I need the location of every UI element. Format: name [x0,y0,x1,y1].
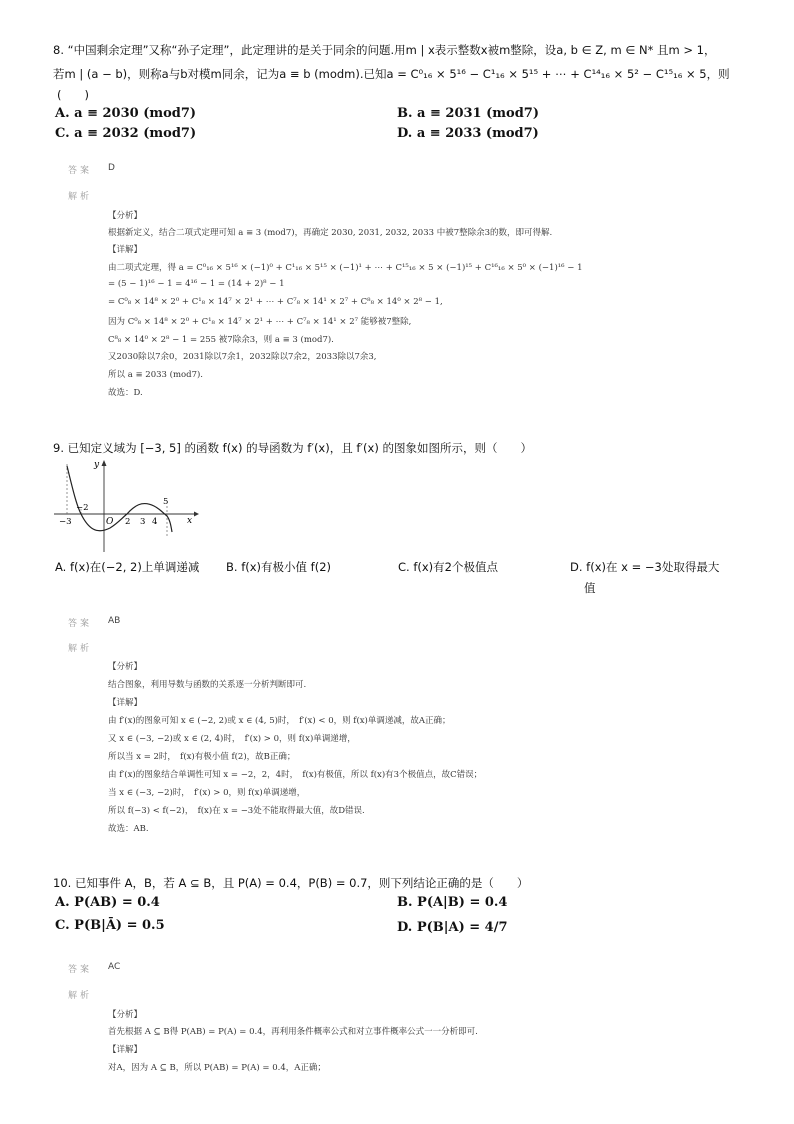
q9-analysis-line: 【详解】 [108,698,143,708]
q9-answer-label: 答案 [68,619,93,629]
graph-label-5: 5 [163,497,169,507]
q10-analysis-label: 解析 [68,991,93,1001]
q9-option-a: A. f(x)在(−2, 2)上单调递减 [55,560,200,574]
q9-analysis-label: 解析 [68,644,93,654]
q9-analysis-line: 又 x ∈ (−3, −2)或 x ∈ (2, 4)时， f′(x) > 0，则 f(x)单调递增， [108,734,356,744]
q8-answer: D [108,163,115,173]
graph-label-x: x [187,516,193,526]
q9-option-b: B. f(x)有极小值 f(2) [226,560,332,574]
graph-label-neg2: −2 [76,503,89,513]
q9-analysis-line: 所以当 x = 2时， f(x)有极小值 f(2)，故B正确； [108,752,296,762]
q8-stem-line1: 8. “中国剩余定理”又称“孙子定理”，此定理讲的是关于同余的问题.用m | x表示整数x被m整除，设a, b ∈ Z, m ∈ N* 且m > 1， [53,43,716,57]
q8-analysis-line: C⁸₈ × 14⁰ × 2⁸ − 1 = 255 被7除余3，则 a ≡ 3 (mod7). [108,335,334,345]
graph-label-y: y [94,460,100,470]
q8-analysis-line: 由二项式定理，得 a = C⁰₁₆ × 5¹⁶ × (−1)⁰ + C¹₁₆ × 5¹⁵ × (−1)¹ + ⋯ + C¹⁵₁₆ × 5 × (−1)¹⁵ + C¹⁶₁₆ × 5⁰ × (−1)¹⁶ − 1 [108,263,583,273]
q8-analysis-line: = C⁰₈ × 14⁸ × 2⁰ + C¹₈ × 14⁷ × 2¹ + ⋯ + C⁷₈ × 14¹ × 2⁷ + C⁸₈ × 14⁰ × 2⁸ − 1, [108,297,443,307]
derivative-graph [50,456,200,556]
q8-analysis-line: 【分析】 [108,211,143,221]
q8-analysis-line: 所以 a ≡ 2033 (mod7). [108,370,203,380]
q9-option-c: C. f(x)有2个极值点 [398,560,498,574]
q8-stem-line3: ( ) [57,88,89,102]
q9-analysis-line: 【分析】 [108,662,143,672]
q8-option-a: A. a ≡ 2030 (mod7) [55,106,197,121]
q10-answer: AC [108,962,121,972]
q8-analysis-line: 【详解】 [108,245,143,255]
graph-label-3: 3 [140,517,146,527]
q9-analysis-line: 故选：AB. [108,824,149,834]
q8-option-c: C. a ≡ 2032 (mod7) [55,126,197,141]
q8-option-d: D. a ≡ 2033 (mod7) [397,126,539,141]
q10-analysis-line: 【详解】 [108,1045,143,1055]
q10-stem: 10. 已知事件 A，B，若 A ⊆ B，且 P(A) = 0.4，P(B) = 0.7，则下列结论正确的是（ ） [53,876,529,890]
q10-option-a: A. P(AB) = 0.4 [55,895,160,910]
q8-analysis-line: = (5 − 1)¹⁶ − 1 = 4¹⁶ − 1 = (14 + 2)⁸ − 1 [108,279,285,289]
q10-option-b: B. P(A|B) = 0.4 [397,895,508,910]
q10-analysis-line: 【分析】 [108,1010,143,1020]
q8-analysis-line: 又2030除以7余0，2031除以7余1，2032除以7余2，2033除以7余3, [108,352,377,362]
q8-option-b: B. a ≡ 2031 (mod7) [397,106,539,121]
q10-answer-label: 答案 [68,965,93,975]
graph-label-neg3: −3 [59,517,72,527]
q9-analysis-line: 当 x ∈ (−3, −2)时， f′(x) > 0，则 f(x)单调递增， [108,788,306,798]
q9-analysis-line: 所以 f(−3) < f(−2)， f(x)在 x = −3处不能取得最大值，故D错误. [108,806,365,816]
q8-analysis-line: 因为 C⁰₈ × 14⁸ × 2⁰ + C¹₈ × 14⁷ × 2¹ + ⋯ + C⁷₈ × 14¹ × 2⁷ 能够被7整除, [108,317,412,327]
q10-analysis-line: 对A，因为 A ⊆ B，所以 P(AB) = P(A) = 0.4，A正确； [108,1063,326,1073]
q10-option-d: D. P(B|A) = 4/7 [397,920,508,935]
q9-option-d-wrap: 值 [584,581,596,595]
q9-analysis-line: 结合图象，利用导数与函数的关系逐一分析判断即可. [108,680,307,690]
graph-label-origin: O [106,517,114,527]
q9-option-d: D. f(x)在 x = −3处取得最大 [570,560,720,574]
q9-stem: 9. 已知定义域为 [−3, 5] 的函数 f(x) 的导函数为 f′(x)，且 f′(x) 的图象如图所示，则（ ） [53,441,532,455]
q9-analysis-line: 由 f′(x)的图象结合单调性可知 x = −2，2，4时， f(x)有极值，所以 f(x)有3个极值点，故C错误； [108,770,483,780]
q9-analysis-line: 由 f′(x)的图象可知 x ∈ (−2, 2)或 x ∈ (4, 5)时， f′(x) < 0，则 f(x)单调递减，故A正确； [108,716,451,726]
q10-analysis-line: 首先根据 A ⊆ B得 P(AB) = P(A) = 0.4，再利用条件概率公式和对立事件概率公式一一分析即可. [108,1027,478,1037]
q8-stem-line2: 若m | (a − b)，则称a与b对模m同余，记为a ≡ b (modm).已知a = C⁰₁₆ × 5¹⁶ − C¹₁₆ × 5¹⁵ + ⋯ + C¹⁴₁₆ × 5² − C¹⁵₁₆ × 5，则 [53,67,730,81]
q8-answer-label: 答案 [68,166,93,176]
q10-option-c: C. P(B|Ā) = 0.5 [55,918,165,933]
q8-analysis-line: 故选：D. [108,388,143,398]
graph-label-2: 2 [125,517,131,527]
q8-analysis-label: 解析 [68,192,93,202]
graph-label-4: 4 [152,517,158,527]
q9-answer: AB [108,616,121,626]
q8-analysis-line: 根据新定义，结合二项式定理可知 a ≡ 3 (mod7)，再确定 2030, 2031, 2032, 2033 中被7整除余3的数，即可得解. [108,228,553,238]
